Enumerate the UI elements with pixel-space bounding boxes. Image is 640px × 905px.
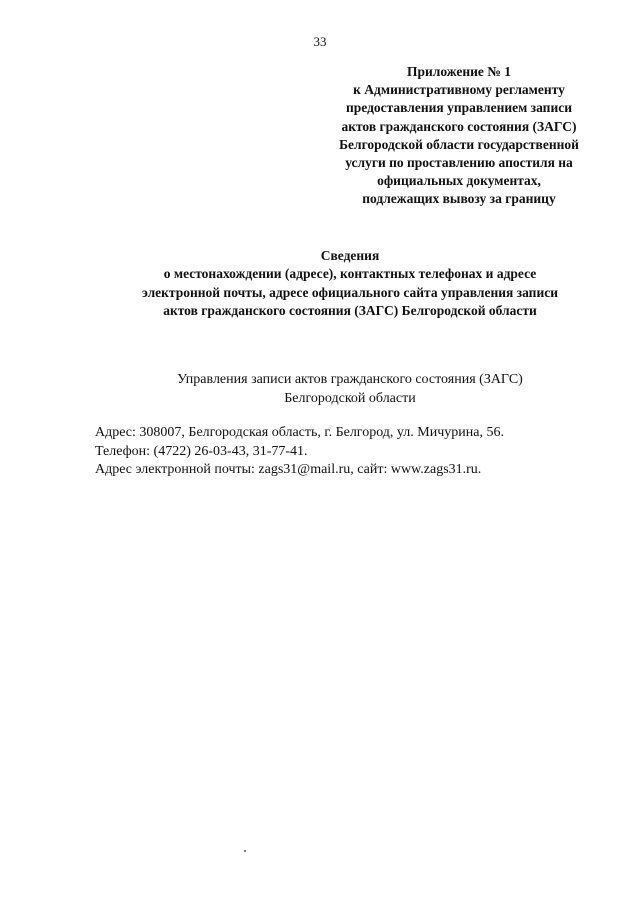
- appendix-header: [304, 63, 614, 209]
- phone-text: Телефон: (4722) 26-03-43, 31-77-41.: [95, 443, 308, 459]
- appendix-line: актов гражданского состояния (ЗАГС): [341, 118, 577, 134]
- document-title: [80, 247, 620, 320]
- appendix-line: официальных документах,: [377, 173, 541, 189]
- address-text: Адрес: 308007, Белгородская область, г. Белгород, ул. Мичурина, 56.: [95, 425, 504, 440]
- title-heading: Сведения: [320, 248, 380, 263]
- appendix-line: подлежащих вывозу за границу: [362, 191, 556, 207]
- organization-name: [80, 371, 620, 408]
- appendix-line: Приложение № 1: [407, 64, 511, 79]
- scan-speck: [244, 850, 246, 852]
- organization-line: Управления записи актов гражданского состояния (ЗАГС): [177, 372, 523, 387]
- appendix-line: Белгородской области государственной: [339, 136, 579, 152]
- appendix-line: предоставления управлением записи: [345, 100, 573, 116]
- organization-line: Белгородской области: [284, 390, 416, 406]
- appendix-line: к Административному регламенту: [353, 82, 565, 98]
- appendix-line: услуги по проставлению апостиля на: [345, 155, 573, 171]
- page-number: 33: [313, 34, 327, 49]
- email-site-text: Адрес электронной почты: zags31@mail.ru, сайт: www.zags31.ru.: [95, 462, 482, 477]
- title-line: о местонахождении (адресе), контактных телефонах и адресе: [163, 266, 537, 282]
- title-line: актов гражданского состояния (ЗАГС) Белгородской области: [163, 302, 537, 318]
- contact-info: [95, 424, 615, 480]
- title-line: электронной почты, адресе официального сайта управления записи: [141, 284, 558, 300]
